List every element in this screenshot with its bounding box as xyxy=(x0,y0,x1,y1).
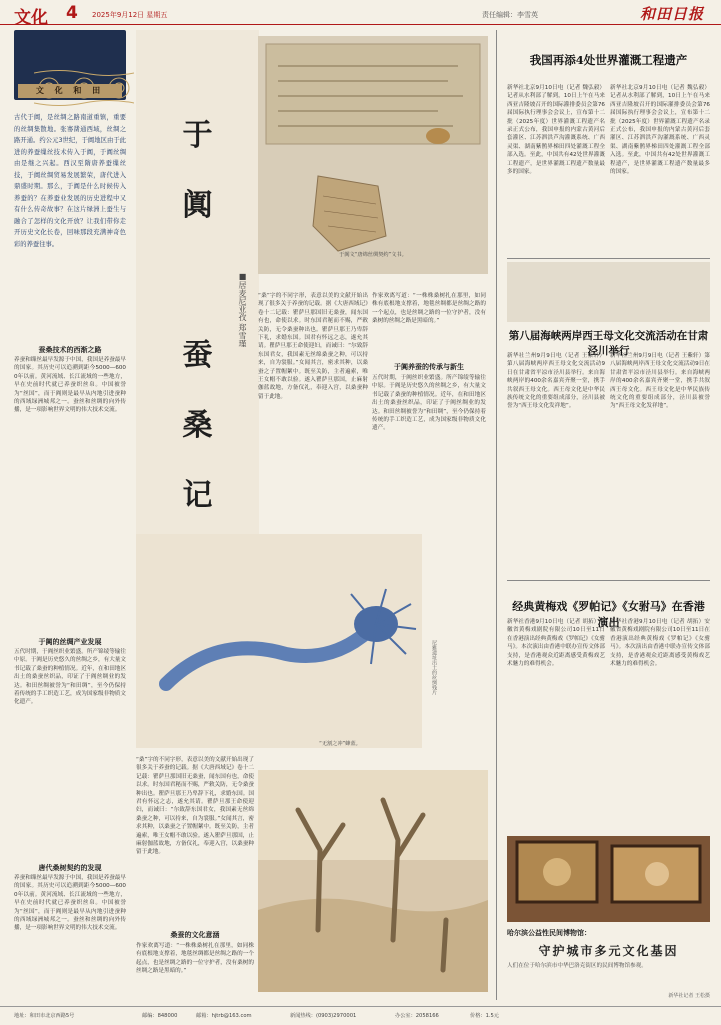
body-lower-1: “桑”字的不同字形，表意以美的文献开始出现了很多关于养蚕的记载。据《大唐西域记》卷十二记载：瞿萨旦那国旧无桑蚕，闻东国有也，命使以求。时东国君秘而不赐，严敕关防，无令桑蚕种出也。瞿萨旦那王乃卑辞下礼，求婚东国。国君有怀远之志，遂允其请。瞿萨旦那王命使迎妇，而诫曰：“尔致辞东国君女，我国素无丝绵桑蚕之种，可以持来，自为裳服。”女闻其言，密求其种，以桑蚕之子置帽絮中。既至关防，主者遍索，唯王女帽不敢以验。遂入瞿萨旦那国，止麻射伽蓝故地，方备仪礼，奉迎入宫，以桑蚕种留于此地。 xyxy=(136,757,254,856)
subhead-1: 蚕桑技术的西渐之路 xyxy=(38,346,102,354)
title-char: 阗 xyxy=(182,188,213,223)
news-image-strip xyxy=(507,262,710,322)
section-name: 文化 xyxy=(14,8,48,28)
subhead-2: 于阗的丝绸产业发展 xyxy=(38,638,102,646)
news4-photo-credit: 新华社记者 王松摄 xyxy=(668,993,710,999)
news1-headline: 我国再添4处世界灌溉工程遗产 xyxy=(529,53,688,67)
body-mid-col-2: 作家欢离写道：“一株株桑树扎在那里，如同株有底根地支撑着，地毯丝绸都是丝绸之路的一个起点，也是丝绸之路的一位守护者，没有桑树的丝绸之路是黑暗的。” xyxy=(372,293,486,325)
subhead-3: 唐代桑树契约的发现 xyxy=(38,864,102,872)
body-left-2: 五代时期，于阗丝织业繁盛。所产锦绫等输往中原。于阗是历史悠久的丝绸之乡，有大量文书记载了桑蚕的种植情况。近年，在和田地区出土的桑蚕丝织品，印证了于阗丝绸业的发达。和田丝绸被誉为“和田绸”，至今仍保持着传统的手工织造工艺，成为国家级非物质文化遗产。 xyxy=(14,649,126,706)
body-mid-col-1: “桑”字的不同字形，表意以美的文献开始出现了很多关于养蚕的记载。据《大唐西域记》卷十二记载：瞿萨旦那国旧无桑蚕，闻东国有也，命使以求。时东国君秘而不赐，严敕关防，无令桑蚕种出也。瞿萨旦那王乃卑辞下礼，求婚东国。国君有怀远之志，遂允其请。瞿萨旦那王命使迎妇，而诫曰：“尔致辞东国君女，我国素无丝绵桑蚕之种，可以持来，自为裳服。”女闻其言，密求其种，以桑蚕之子置帽絮中。既至关防，主者遍索，唯王女帽不敢以验。遂入瞿萨旦那国，止麻射伽蓝故地，方备仪礼，奉迎入宫，以桑蚕种留于此地。 xyxy=(258,293,368,400)
title-char: 蚕 xyxy=(182,338,213,373)
footer xyxy=(0,1006,721,1025)
feature-intro: 古代于阗，是丝绸之路南道重镇，重要的丝绸集散地。张骞凿通西域，丝绸之路开通。约公元3世纪，于阗地区由于此进的养蚕缫丝技术传入于阗，于阗丝绸由是继之兴起。西汉至隋唐养蚕缫丝技，于阗丝绸贸易发展繁荣，唐代进入鼎盛时期。那么，于阗是什么时候传入养蚕的？在养蚕业发展的历史进程中又有什么传奇故事？在这片绿洲上蚕生与融合了怎样的文化开放？让我们带你走开历史文化长卷，回味那段充满神奇色彩的养蚕往事。 xyxy=(14,114,126,248)
body-mid-col-3: 五代时期，于阗丝织业繁盛。所产锦绫等输往中原。于阗是历史悠久的丝绸之乡，有大量文书记载了桑蚕的种植情况。近年，在和田地区出土的桑蚕丝织品，印证了于阗丝绸业的发达。和田丝绸被誉为“和田绸”，至今仍保持着传统的手工织造工艺，成为国家级非物质文化遗产。 xyxy=(372,375,486,432)
divider xyxy=(507,258,710,259)
news4-lead: 人们在位于哈尔滨市中华巴洛克街区的民间博物馆参观。 xyxy=(507,963,647,969)
news2-body-col1: 新华社兰州9月9日电（记者 王紫轩）第八届海峡两岸西王母文化交流活动9日在甘肃省平凉市泾川县举行。来自海峡两岸的400余名嘉宾齐聚一堂，携手共叙西王母文化。西王母文化是中华民族传统文化的重要组成部分，泾川县被誉为“西王母文化发祥地”。 xyxy=(507,353,605,410)
news4-kicker: 哈尔滨公益性民间博物馆： xyxy=(507,929,591,937)
column-title: 文 化 和 田 xyxy=(18,84,122,98)
column-divider xyxy=(496,30,497,1000)
textile-document-photo xyxy=(258,36,488,274)
painting-illustration-icon xyxy=(507,836,710,922)
newspaper-logo: 和田日报 xyxy=(640,5,705,23)
subhead-4: 于阗养蚕的传承与新生 xyxy=(394,363,464,371)
news2-headline: 第八届海峡两岸西王母文化交流活动在甘肃泾川举行 xyxy=(508,330,709,357)
museum-painting-photo xyxy=(507,836,710,922)
textile-caption: 于阗文“唐绵丝绸契约”文书。 xyxy=(339,252,407,258)
desert-mulberry-photo xyxy=(258,770,488,992)
news2-body-col2: 新华社兰州9月9日电（记者 王紫轩）第八届海峡两岸西王母文化交流活动9日在甘肃省平凉市泾川县举行。来自海峡两岸的400余名嘉宾齐聚一堂，携手共叙西王母文化。西王母文化是中华民族传统文化的重要组成部分，泾川县被誉为“西王母文化发祥地”。 xyxy=(610,353,710,410)
body-lower-2: 作家欢离写道：“一株株桑树扎在那里，如同株有底根地支撑着，地毯丝绸都是丝绸之路的一个起点，也是丝绸之路的一位守护者，没有桑树的丝绸之路是黑暗的。” xyxy=(136,943,254,975)
news4-headline: 守护城市多元文化基因 xyxy=(538,944,679,958)
footer-price: 价格：1.5元 xyxy=(470,1013,499,1019)
news1-body-col2: 新华社北京9月10日电（记者 魏弘毅）记者从水利部了解到，10日上午在马来西亚吉隆坡召开的国际灌排委员会第76届国际执行理事会会议上，宣布第十二批（2025年度）世界灌溉工程遗产名录正式公布，我国申报的内蒙古黄河后套灌区、江苏泗洪芦沟灌溉系统、广西灵渠、湖南紫鹊界梯田四处灌溉工程全部入选。至此，中国共有42处世界灌溉工程遗产，是世界灌溉工程遗产数量最多的国家。 xyxy=(610,85,710,176)
news1-body-col1: 新华社北京9月10日电（记者 魏弘毅）记者从水利部了解到，10日上午在马来西亚吉隆坡召开的国际灌排委员会第76届国际执行理事会会议上，宣布第十二批（2025年度）世界灌溉工程遗产名录正式公布，我国申报的内蒙古黄河后套灌区、江苏泗洪芦沟灌溉系统、广西灵渠、湖南紫鹊界梯田四处灌溉工程全部入选。至此，中国共有42处世界灌溉工程遗产，是世界灌溉工程遗产数量最多的国家。 xyxy=(507,85,605,176)
body-left-1: 养蚕和缫丝最早发源于中国，我国是养蚕最早的国家。其历史可以追溯到距今5000—6000年以前。黄河流域、长江流域的一些地方，早在史前时代就已养蚕织丝帛。中国被誉为“丝国”，而于阗则是最早从内地引进蚕种的西域绿洲城邦之一。蚕丝和丝绸的向外传播，是一项影响世界文明的伟大技术交流。 xyxy=(14,357,126,414)
news3-body-col1: 新华社香港9月10日电（记者 胡拓）安徽省黄梅戏剧院有限公司10日至11日在香港演出经典黄梅戏《罗帕记》《女驸马》。本次演出由香港中联办宣传文体部支持，是香港观众近距离感受黄梅戏艺术魅力的难得机会。 xyxy=(507,619,605,668)
divider xyxy=(507,580,710,581)
footer-email: 邮箱：hjtrb@163.com xyxy=(196,1013,252,1019)
title-char: 记 xyxy=(182,478,213,513)
news3-body-col2: 新华社香港9月10日电（记者 胡拓）安徽省黄梅戏剧院有限公司10日至11日在香港演出经典黄梅戏《罗帕记》《女驸马》。本次演出由香港中联办宣传文体部支持，是香港观众近距离感受黄梅戏艺术魅力的难得机会。 xyxy=(610,619,710,668)
subhead-5: 桑蚕的文化意涵 xyxy=(170,931,220,939)
byline: ■居麦尼亚孜 郑雪瑾 xyxy=(238,272,247,348)
dead-tree-illustration-icon xyxy=(258,770,488,992)
body-left-3: 养蚕和缫丝最早发源于中国，我国是养蚕最早的国家。其历史可以追溯到距今5000—6000年以前。黄河流域、长江流域的一些地方，早在史前时代就已养蚕织丝帛。中国被誉为“丝国”，而于阗则是最早从内地引进蚕种的西域绿洲城邦之一。蚕丝和丝绸的向外传播，是一项影响世界文明的伟大技术交流。 xyxy=(14,875,126,932)
title-char: 于 xyxy=(182,118,213,153)
page-number: 4 xyxy=(66,3,78,23)
cocoon-silk-photo xyxy=(136,534,422,748)
silk-fragment-illustration-icon xyxy=(136,534,422,748)
cocoon-side-caption: 尼雅遗址出土的丝绸残片 xyxy=(431,640,437,695)
issue-date: 2025年9月12日 星期五 xyxy=(92,11,168,19)
title-char: 桑 xyxy=(182,408,213,443)
footer-address: 地址：和田市北京西路5号 xyxy=(14,1013,75,1019)
footer-postcode: 邮编：848000 xyxy=(142,1013,178,1019)
cocoon-caption: “无割之冲”蜂蓝。 xyxy=(319,741,361,747)
masthead xyxy=(0,0,721,28)
footer-office-phone: 办公室：2058166 xyxy=(395,1013,439,1019)
news3-headline: 经典黄梅戏《罗帕记》《女驸马》在香港演出 xyxy=(512,600,705,629)
footer-news-phone: 新闻热线：(0903)2970001 xyxy=(290,1013,357,1019)
editor-credit: 责任编辑：李雪英 xyxy=(482,11,538,19)
textile-illustration-icon xyxy=(258,36,488,274)
